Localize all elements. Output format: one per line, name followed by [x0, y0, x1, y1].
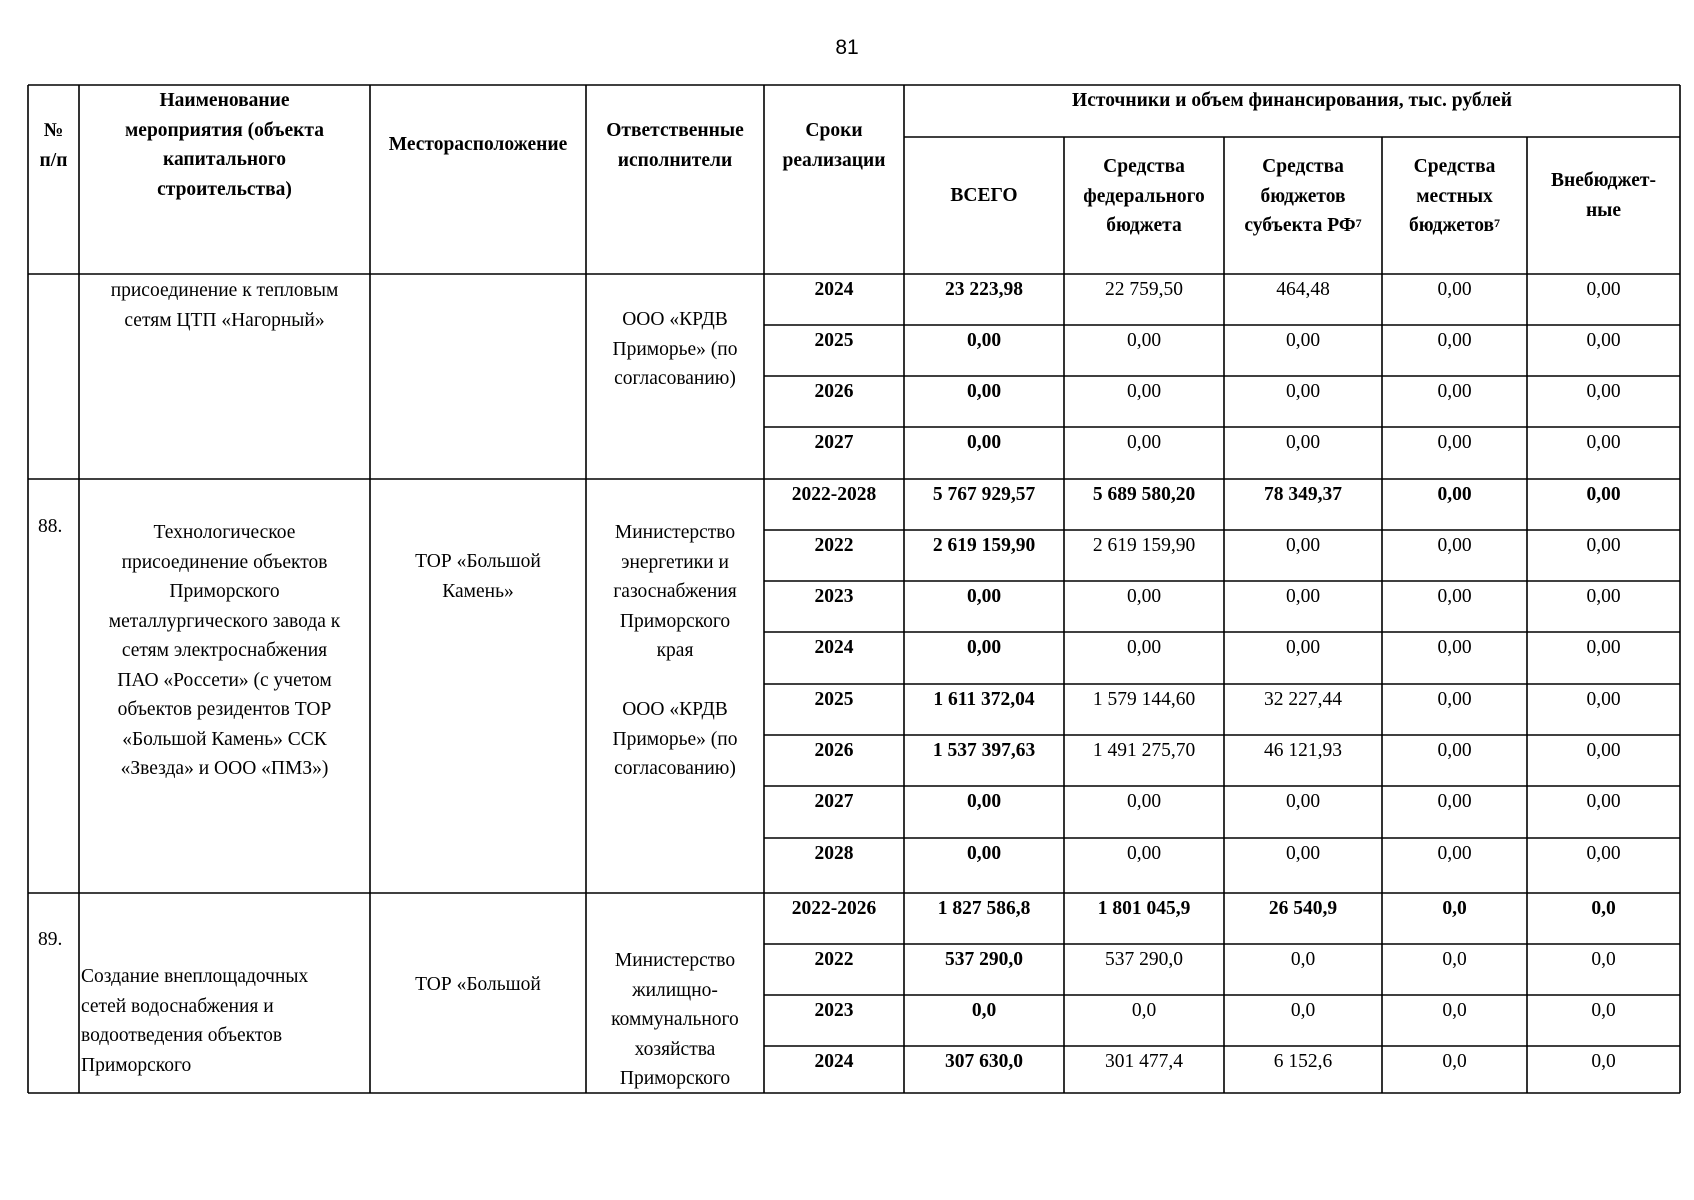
- cell-year: 2024: [814, 279, 854, 300]
- header-number-line: №: [43, 120, 64, 141]
- cell-subj: 0,00: [1285, 637, 1321, 658]
- block2-location: [370, 547, 586, 606]
- page-number: 81: [835, 36, 859, 59]
- cell-local: 0,00: [1437, 689, 1472, 710]
- cell-extra: 0,00: [1586, 535, 1621, 556]
- cell-total: 537 290,0: [945, 949, 1023, 970]
- cell-fed: 1 579 144,60: [1092, 689, 1196, 710]
- cell-year: 2027: [814, 791, 854, 812]
- header-terms: [764, 116, 904, 175]
- cell-year: 2024: [814, 1051, 854, 1072]
- cell-local: 0,00: [1437, 637, 1472, 658]
- cell-total: 2 619 159,90: [932, 535, 1036, 556]
- header-federal-line: Средства: [1103, 156, 1185, 177]
- cell-extra: 0,00: [1586, 791, 1621, 812]
- cell-extra: 0,00: [1586, 843, 1621, 864]
- cell-extra: 0,00: [1586, 740, 1621, 761]
- cell-fed: 22 759,50: [1105, 279, 1183, 300]
- cell-extra: 0,00: [1586, 330, 1621, 351]
- cell-fed: 0,00: [1126, 381, 1162, 402]
- block3-name-line: Создание внеплощадочных: [81, 966, 309, 987]
- cell-extra: 0,00: [1586, 432, 1621, 453]
- block3-number: 89.: [38, 929, 63, 950]
- cell-year: 2022: [814, 535, 854, 556]
- block3-executors-line: коммунального: [611, 1009, 739, 1030]
- header-subject-line: [1224, 211, 1382, 241]
- block2-executors-line: энергетики и: [621, 551, 729, 573]
- cell-subj: 464,48: [1276, 279, 1330, 300]
- block2-name-line: «Большой Камень» ССК: [122, 728, 327, 750]
- cell-extra: 0,0: [1591, 1000, 1616, 1021]
- cell-subj: 0,00: [1285, 330, 1321, 351]
- cell-extra: 0,00: [1586, 689, 1621, 710]
- header-extrabudget-line: Внебюджет-: [1551, 170, 1656, 191]
- footnote-marker: 7: [1355, 216, 1362, 230]
- cell-total: 0,00: [966, 381, 1002, 402]
- cell-total: 1 537 397,63: [932, 740, 1036, 761]
- block2-name: [79, 518, 370, 784]
- header-terms-line: Сроки: [805, 120, 863, 141]
- cell-fed: 301 477,4: [1105, 1051, 1183, 1072]
- header-name-line: мероприятия (объекта: [125, 119, 324, 141]
- header-executors-line: исполнители: [617, 149, 733, 171]
- block2-location-line: ТОР «Большой: [415, 551, 541, 572]
- cell-fed: 0,0: [1131, 1000, 1157, 1021]
- cell-year: 2025: [814, 330, 854, 351]
- cell-local: 0,00: [1437, 330, 1472, 351]
- cell-fed: 0,00: [1126, 637, 1162, 658]
- block2-name-line: «Звезда» и ООО «ПМЗ»): [120, 758, 329, 779]
- header-extrabudget-line: ные: [1585, 199, 1622, 221]
- block2-executors: [586, 518, 764, 784]
- block1-name-line: сетям ЦТП «Нагорный»: [124, 309, 325, 331]
- cell-total: 0,00: [966, 432, 1002, 453]
- header-name: [79, 86, 370, 204]
- cell-total: 0,00: [966, 637, 1002, 658]
- cell-total: 5 767 929,57: [932, 484, 1036, 505]
- block2-executors-line: ООО «КРДВ: [622, 699, 728, 720]
- header-federal-line: федерального: [1083, 185, 1205, 207]
- block3-executors-line: Приморского: [619, 1068, 731, 1089]
- cell-local: 0,00: [1437, 740, 1472, 761]
- cell-subj: 0,00: [1285, 791, 1321, 812]
- block2-name-line: Технологическое: [153, 522, 296, 543]
- cell-year: 2028: [814, 843, 854, 864]
- header-number-line: п/п: [39, 149, 68, 171]
- block2-executors-line: газоснабжения: [613, 581, 737, 602]
- cell-fed: 5 689 580,20: [1092, 484, 1196, 505]
- block1-executors-line: согласованию): [614, 368, 736, 389]
- header-local-line: местных: [1416, 185, 1493, 207]
- block2-location-line: Камень»: [442, 580, 514, 602]
- cell-year: 2025: [814, 689, 854, 710]
- cell-fed: 0,00: [1126, 432, 1162, 453]
- cell-total: 0,00: [966, 791, 1002, 812]
- cell-total: 1 827 586,8: [937, 898, 1031, 919]
- block2-name-line: металлургического завода к: [108, 610, 341, 632]
- block2-number: 88.: [38, 516, 63, 537]
- block1-name: [79, 276, 370, 335]
- header-local-text: бюджетов: [1408, 215, 1495, 236]
- block1-executors-line: ООО «КРДВ: [622, 309, 728, 330]
- cell-fed: 0,00: [1126, 586, 1162, 607]
- cell-fed: 537 290,0: [1105, 949, 1183, 970]
- cell-subj: 0,0: [1290, 1000, 1316, 1021]
- cell-year: 2022-2026: [791, 898, 877, 919]
- block2-executors-line: Приморского: [619, 610, 731, 632]
- cell-local: 0,00: [1437, 586, 1472, 607]
- block2-executors-line: Министерство: [614, 522, 736, 543]
- cell-total: 0,0: [971, 1000, 997, 1021]
- block2-executors-line: края: [656, 640, 694, 661]
- cell-local: 0,00: [1437, 432, 1472, 453]
- block1-name-line: присоединение к тепловым: [110, 280, 339, 301]
- block1-executors: [586, 305, 764, 394]
- header-funding-title: Источники и объем финансирования, тыс. рублей: [1072, 90, 1512, 111]
- cell-year: 2026: [814, 381, 854, 402]
- cell-total: 1 611 372,04: [933, 689, 1035, 710]
- cell-local: 0,00: [1437, 279, 1472, 300]
- cell-subj: 0,00: [1285, 381, 1321, 402]
- block2-executors-line: согласованию): [614, 758, 736, 779]
- cell-total: 0,00: [966, 586, 1002, 607]
- header-subject-line: бюджетов: [1260, 185, 1346, 207]
- block2-executors-spacer: [586, 666, 764, 696]
- cell-fed: 2 619 159,90: [1092, 535, 1196, 556]
- cell-subj: 0,00: [1285, 843, 1321, 864]
- cell-fed: 1 491 275,70: [1092, 740, 1196, 761]
- block3-executors-line: хозяйства: [634, 1038, 716, 1060]
- header-name-line: капитального: [163, 149, 286, 170]
- block3-name: [81, 962, 308, 1080]
- header-local-line: Средства: [1413, 156, 1496, 177]
- block3-location: [370, 970, 586, 1000]
- cell-total: 0,00: [966, 330, 1002, 351]
- header-name-line: строительства): [157, 178, 292, 200]
- cell-local: 0,0: [1442, 1000, 1467, 1021]
- header-federal: [1064, 152, 1224, 241]
- cell-subj: 32 227,44: [1264, 689, 1342, 710]
- block3-executors: [586, 946, 764, 1094]
- cell-year: 2027: [814, 432, 854, 453]
- cell-local: 0,00: [1437, 843, 1472, 864]
- cell-year: 2022: [814, 949, 854, 970]
- cell-subj: 0,00: [1285, 586, 1321, 607]
- header-subject-line: Средства: [1262, 156, 1344, 177]
- cell-local: 0,00: [1437, 484, 1472, 505]
- cell-local: 0,00: [1437, 791, 1472, 812]
- header-subject: [1224, 152, 1382, 241]
- header-executors: [586, 116, 764, 175]
- header-federal-line: бюджета: [1106, 215, 1182, 236]
- block3-executors-line: Министерство: [614, 950, 736, 971]
- header-executors-line: Ответственные: [606, 120, 744, 141]
- block2-name-line: сетям электроснабжения: [121, 640, 328, 661]
- block2-name-line: ПАО «Россети» (с учетом: [117, 669, 332, 691]
- cell-extra: 0,00: [1586, 381, 1621, 402]
- cell-fed: 0,00: [1126, 843, 1162, 864]
- cell-extra: 0,0: [1591, 1051, 1616, 1072]
- cell-local: 0,0: [1442, 1051, 1467, 1072]
- header-subject-text: субъекта РФ: [1244, 215, 1356, 236]
- block2-executors-line: Приморье» (по: [612, 728, 738, 750]
- header-total: ВСЕГО: [950, 185, 1018, 206]
- footnote-marker: 7: [1494, 216, 1501, 230]
- cell-subj: 0,00: [1285, 432, 1321, 453]
- cell-total: 307 630,0: [945, 1051, 1023, 1072]
- cell-local: 0,00: [1437, 381, 1472, 402]
- block3-executors-line: жилищно-: [632, 979, 718, 1001]
- cell-local: 0,0: [1442, 949, 1467, 970]
- cell-subj: 26 540,9: [1268, 898, 1338, 919]
- block3-name-line: сетей водоснабжения и: [81, 995, 274, 1017]
- cell-year: 2022-2028: [791, 484, 877, 505]
- header-number: [28, 116, 79, 175]
- cell-year: 2023: [814, 586, 854, 607]
- cell-extra: 0,0: [1591, 898, 1616, 919]
- cell-subj: 0,00: [1285, 535, 1321, 556]
- block3-name-line: водоотведения объектов: [81, 1025, 283, 1046]
- block3-location-line: ТОР «Большой: [415, 974, 541, 995]
- cell-extra: 0,00: [1586, 279, 1621, 300]
- block3-name-line: Приморского: [81, 1054, 192, 1076]
- block2-name-line: присоединение объектов: [121, 551, 328, 573]
- cell-total: 0,00: [966, 843, 1002, 864]
- cell-year: 2024: [814, 637, 854, 658]
- cell-total: 23 223,98: [945, 279, 1023, 300]
- cell-subj: 6 152,6: [1273, 1051, 1333, 1072]
- cell-subj: 46 121,93: [1264, 740, 1342, 761]
- header-location: Месторасположение: [388, 134, 568, 155]
- header-terms-line: реализации: [782, 149, 886, 171]
- cell-year: 2026: [814, 740, 854, 761]
- header-local-line: [1382, 211, 1527, 241]
- cell-extra: 0,00: [1586, 586, 1621, 607]
- header-extrabudget: [1527, 166, 1680, 225]
- cell-subj: 78 349,37: [1264, 484, 1342, 505]
- cell-extra: 0,0: [1591, 949, 1616, 970]
- cell-year: 2023: [814, 1000, 854, 1021]
- header-name-line: Наименование: [159, 90, 290, 111]
- cell-fed: 0,00: [1126, 330, 1162, 351]
- block2-name-line: объектов резидентов ТОР: [117, 699, 332, 720]
- cell-extra: 0,00: [1586, 484, 1621, 505]
- cell-fed: 0,00: [1126, 791, 1162, 812]
- cell-extra: 0,00: [1586, 637, 1621, 658]
- cell-fed: 1 801 045,9: [1097, 898, 1191, 919]
- cell-local: 0,00: [1437, 535, 1472, 556]
- header-local: [1382, 152, 1527, 241]
- cell-local: 0,0: [1442, 898, 1467, 919]
- cell-subj: 0,0: [1290, 949, 1316, 970]
- block2-name-line: Приморского: [169, 581, 280, 602]
- block1-executors-line: Приморье» (по: [612, 338, 738, 360]
